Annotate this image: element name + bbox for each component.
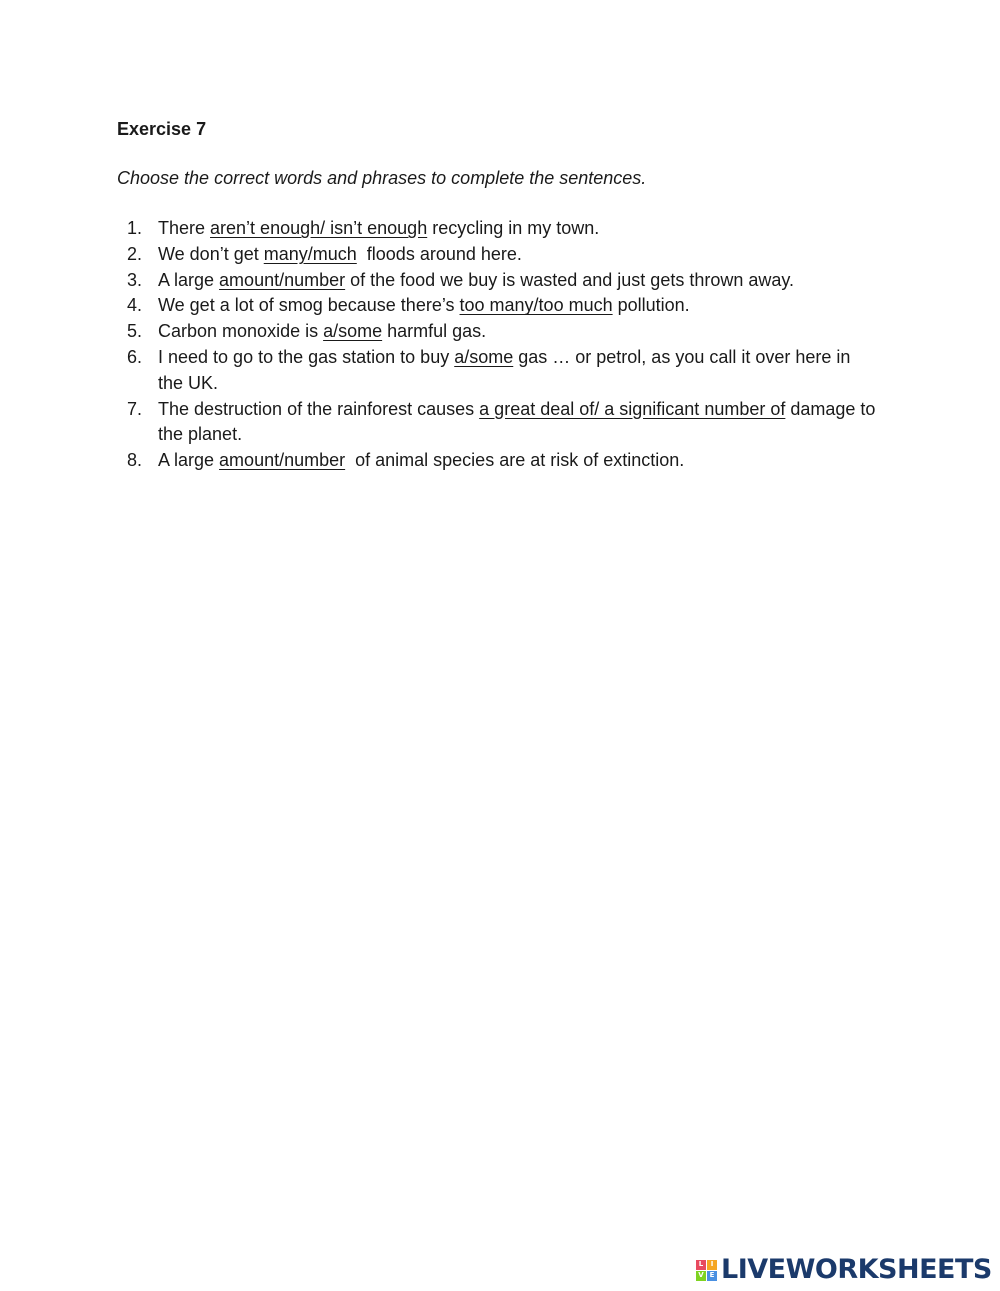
logo-icon (696, 1260, 717, 1281)
sentence-end: of the food we buy is wasted and just gets thrown away. (345, 269, 795, 290)
sentence-start: I need to go to the gas station to buy (158, 346, 455, 367)
answer-choice[interactable]: amount/number (219, 450, 346, 471)
exercise-title: Exercise 7 (117, 119, 207, 139)
sentence-end: harmful gas. (382, 321, 487, 342)
sentence-end: of animal species are at risk of extinction. (345, 450, 685, 471)
answer-choice[interactable]: many/much (263, 243, 357, 264)
sentence-end: damage to the planet. (158, 398, 881, 445)
logo-block: I (707, 1260, 717, 1270)
item-number: 7. (127, 398, 143, 419)
sentence-start: Carbon monoxide is (158, 321, 324, 342)
item-number: 6. (127, 346, 143, 367)
exercise-instructions: Choose the correct words and phrases to complete the sentences. (117, 168, 647, 188)
answer-choice[interactable]: a great deal of/ a significant number of (479, 398, 786, 419)
answer-choice[interactable]: too many/too much (459, 295, 613, 316)
item-number: 1. (127, 218, 143, 238)
sentence-start: There (158, 218, 211, 238)
logo-text: LIVEWORKSHEETS (721, 1254, 992, 1285)
answer-choice[interactable]: aren’t enough/ isn’t enough (210, 218, 428, 238)
exercise-item (117, 397, 881, 449)
sentence-end: gas … or petrol, as you call it over here in the UK. (158, 346, 856, 393)
exercise-item (117, 216, 877, 242)
sentence-start: A large (158, 269, 220, 290)
liveworksheets-logo (696, 1254, 992, 1286)
sentence-end: recycling in my town. (427, 218, 600, 238)
sentence-end: pollution. (612, 295, 690, 316)
logo-block: V (696, 1271, 706, 1281)
item-number: 8. (127, 450, 143, 471)
item-number: 5. (127, 321, 143, 342)
item-number: 2. (127, 243, 143, 264)
answer-choice[interactable]: a/some (454, 346, 514, 367)
exercise-item (117, 293, 877, 319)
answer-choice[interactable]: a/some (323, 321, 383, 342)
exercise-item (117, 242, 877, 268)
exercise-list (117, 216, 881, 474)
exercise-item (117, 448, 877, 474)
item-number: 3. (127, 269, 143, 290)
answer-choice[interactable]: amount/number (219, 269, 346, 290)
logo-block: E (707, 1271, 717, 1281)
exercise-item (117, 345, 877, 397)
logo-block: L (696, 1260, 706, 1270)
sentence-start: The destruction of the rainforest causes (158, 398, 480, 419)
sentence-start: We don’t get (158, 243, 264, 264)
sentence-start: We get a lot of smog because there’s (158, 295, 460, 316)
item-number: 4. (127, 295, 143, 316)
exercise-item (117, 268, 877, 294)
sentence-end: floods around here. (356, 243, 522, 264)
sentence-start: A large (158, 450, 220, 471)
exercise-item (117, 319, 877, 345)
